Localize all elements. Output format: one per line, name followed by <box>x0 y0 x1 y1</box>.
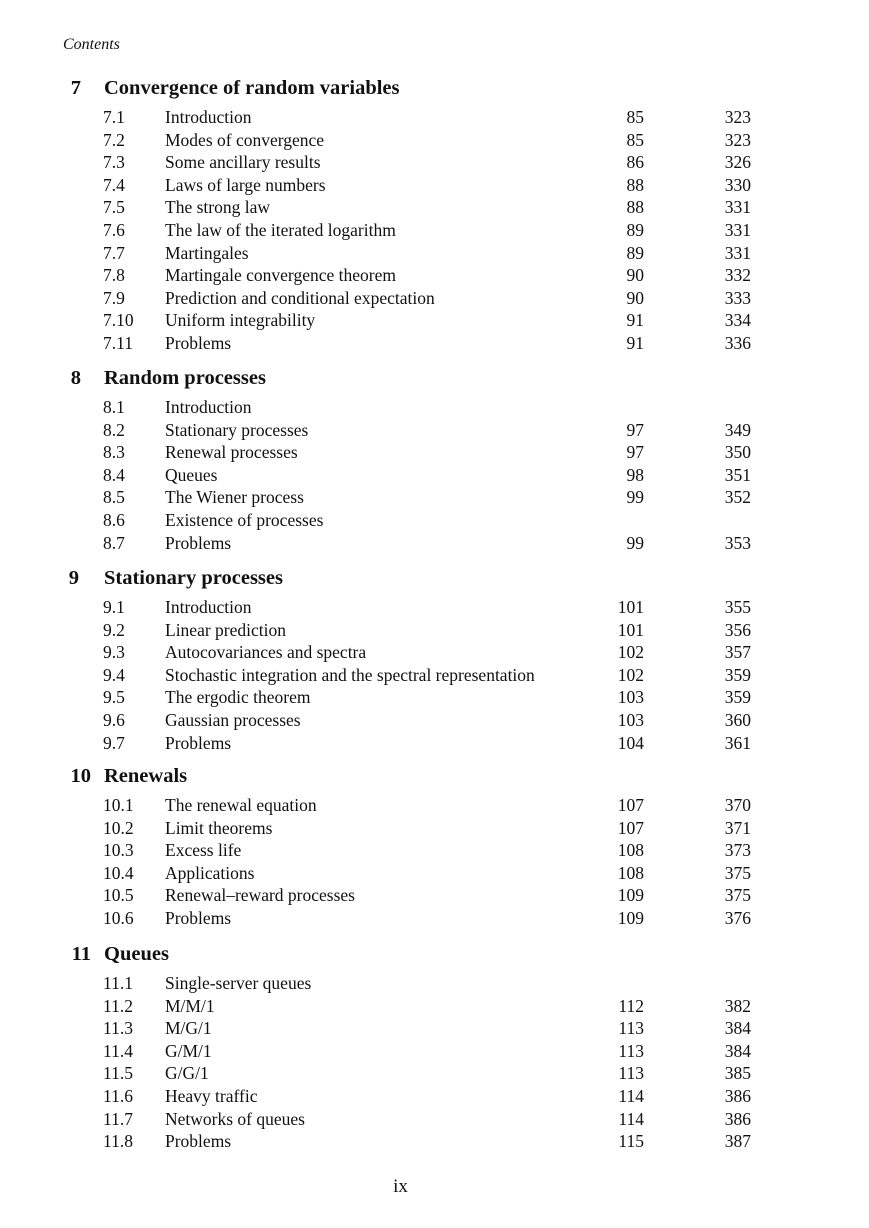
solutions-page: 351 <box>724 464 751 485</box>
problems-page: 103 <box>617 687 644 708</box>
toc-entry <box>0 1086 869 1109</box>
chapter-title: Renewals <box>104 765 188 787</box>
section-title: Stationary processes <box>165 419 309 440</box>
section-title: M/M/1 <box>165 995 215 1016</box>
solutions-page: 323 <box>724 129 751 150</box>
solutions-page: 376 <box>724 907 751 928</box>
chapter-title: Random processes <box>104 367 266 389</box>
solutions-page: 359 <box>724 687 751 708</box>
section-title: Existence of processes <box>165 509 324 530</box>
section-number: 9.2 <box>103 619 125 640</box>
toc-entry <box>0 310 869 333</box>
toc-entry <box>0 1109 869 1132</box>
solutions-page: 386 <box>724 1108 751 1129</box>
section-number: 7.7 <box>103 242 125 263</box>
section-number: 8.6 <box>103 509 125 530</box>
chapter-number: 11 <box>71 943 91 965</box>
toc-entry <box>0 152 869 175</box>
toc-entry <box>0 642 869 665</box>
toc-entry <box>0 840 869 863</box>
chapter-block <box>0 943 869 1154</box>
section-number: 11.3 <box>103 1018 133 1039</box>
section-number: 10.1 <box>103 795 134 815</box>
section-number: 11.8 <box>103 1131 133 1152</box>
problems-page: 112 <box>618 995 644 1016</box>
chapter-number: 8 <box>70 367 81 389</box>
section-title: Introduction <box>165 397 252 417</box>
section-title: The ergodic theorem <box>165 687 311 708</box>
section-title: Problems <box>165 332 232 353</box>
toc-entry <box>0 510 869 533</box>
section-title: Some ancillary results <box>165 152 321 173</box>
toc-entry <box>0 795 869 818</box>
section-title: Problems <box>165 732 232 753</box>
section-title: The strong law <box>165 197 270 218</box>
solutions-page: 361 <box>724 732 751 753</box>
section-number: 9.4 <box>103 664 125 685</box>
problems-page: 107 <box>617 817 644 838</box>
toc-entry <box>0 288 869 311</box>
toc-entry <box>0 265 869 288</box>
problems-page: 90 <box>626 265 644 286</box>
chapter-block <box>0 567 869 755</box>
section-title: The law of the iterated logarithm <box>165 219 396 240</box>
problems-page: 90 <box>626 287 644 308</box>
section-number: 11.7 <box>103 1108 133 1129</box>
solutions-page: 382 <box>724 995 751 1016</box>
toc-entry <box>0 1041 869 1064</box>
running-header: Contents <box>63 36 120 53</box>
solutions-page: 332 <box>724 265 751 286</box>
toc-entry <box>0 863 869 886</box>
solutions-page: 384 <box>724 1040 751 1061</box>
section-title: Stochastic integration and the spectral representation <box>165 664 535 685</box>
toc-entry <box>0 243 869 266</box>
solutions-page: 370 <box>724 795 751 815</box>
problems-page: 101 <box>617 619 644 640</box>
section-number: 11.2 <box>103 995 133 1016</box>
section-title: Prediction and conditional expectation <box>165 287 435 308</box>
chapter-title: Queues <box>104 943 169 965</box>
toc-entry <box>0 487 869 510</box>
chapter-heading <box>0 367 869 397</box>
solutions-page: 330 <box>724 174 751 195</box>
toc-entry <box>0 597 869 620</box>
toc-entry <box>0 908 869 931</box>
section-number: 9.3 <box>103 642 125 663</box>
toc-entry <box>0 665 869 688</box>
section-title: Linear prediction <box>165 619 286 640</box>
toc-entry <box>0 996 869 1019</box>
section-number: 10.6 <box>103 907 134 928</box>
solutions-page: 355 <box>724 597 751 617</box>
toc-entry <box>0 818 869 841</box>
problems-page: 85 <box>626 107 644 127</box>
section-number: 11.6 <box>103 1085 133 1106</box>
section-number: 8.2 <box>103 419 125 440</box>
toc-entry <box>0 442 869 465</box>
toc-entry <box>0 465 869 488</box>
section-number: 11.4 <box>103 1040 133 1061</box>
section-number: 11.5 <box>103 1063 133 1084</box>
toc-entry <box>0 885 869 908</box>
chapter-heading <box>0 943 869 973</box>
section-title: Gaussian processes <box>165 709 301 730</box>
section-number: 9.1 <box>103 597 125 617</box>
problems-page: 98 <box>626 464 644 485</box>
section-number: 7.6 <box>103 219 125 240</box>
solutions-page: 386 <box>724 1085 751 1106</box>
solutions-page: 331 <box>724 242 751 263</box>
problems-page: 104 <box>617 732 644 753</box>
problems-page: 97 <box>626 442 644 463</box>
page-number: ix <box>393 1176 408 1197</box>
solutions-page: 331 <box>724 197 751 218</box>
problems-page: 85 <box>626 129 644 150</box>
solutions-page: 334 <box>724 310 751 331</box>
section-title: Heavy traffic <box>165 1085 258 1106</box>
solutions-page: 352 <box>724 487 751 508</box>
section-number: 7.8 <box>103 265 125 286</box>
problems-page: 108 <box>617 862 644 883</box>
section-title: The Wiener process <box>165 487 304 508</box>
solutions-page: 371 <box>724 817 751 838</box>
chapter-number: 9 <box>68 567 79 589</box>
section-number: 7.11 <box>103 332 133 353</box>
section-number: 8.4 <box>103 464 125 485</box>
solutions-page: 333 <box>724 287 751 308</box>
problems-page: 91 <box>626 310 644 331</box>
solutions-page: 384 <box>724 1018 751 1039</box>
toc-entry <box>0 333 869 356</box>
toc-entry <box>0 710 869 733</box>
section-number: 8.3 <box>103 442 125 463</box>
problems-page: 107 <box>617 795 644 815</box>
problems-page: 109 <box>617 907 644 928</box>
section-title: Martingales <box>165 242 249 263</box>
section-number: 7.10 <box>103 310 134 331</box>
toc-entry <box>0 973 869 996</box>
section-number: 7.5 <box>103 197 125 218</box>
toc-entry <box>0 620 869 643</box>
section-title: Queues <box>165 464 218 485</box>
section-title: Modes of convergence <box>165 129 325 150</box>
chapter-block <box>0 367 869 555</box>
solutions-page: 357 <box>724 642 751 663</box>
toc-entry <box>0 1018 869 1041</box>
problems-page: 109 <box>617 885 644 906</box>
problems-page: 103 <box>617 709 644 730</box>
chapter-number: 10 <box>70 765 91 787</box>
toc-entry <box>0 733 869 756</box>
section-number: 9.5 <box>103 687 125 708</box>
section-title: Networks of queues <box>165 1108 305 1129</box>
chapter-heading <box>0 77 869 107</box>
section-number: 10.3 <box>103 840 134 861</box>
problems-page: 115 <box>618 1131 644 1152</box>
problems-page: 113 <box>618 1040 644 1061</box>
problems-page: 99 <box>626 532 644 553</box>
section-number: 7.4 <box>103 174 125 195</box>
toc-entry <box>0 687 869 710</box>
section-title: Problems <box>165 907 232 928</box>
section-number: 8.1 <box>103 397 125 417</box>
section-number: 7.9 <box>103 287 125 308</box>
solutions-page: 359 <box>724 664 751 685</box>
section-title: G/G/1 <box>165 1063 209 1084</box>
chapter-title: Stationary processes <box>104 567 283 589</box>
problems-page: 102 <box>617 642 644 663</box>
problems-page: 89 <box>626 242 644 263</box>
section-title: Problems <box>165 532 232 553</box>
section-title: Problems <box>165 1131 232 1152</box>
section-title: Introduction <box>165 597 252 617</box>
problems-page: 113 <box>618 1018 644 1039</box>
section-title: Single-server queues <box>165 973 312 993</box>
toc-entry <box>0 175 869 198</box>
problems-page: 114 <box>618 1085 644 1106</box>
solutions-page: 336 <box>724 332 751 353</box>
solutions-page: 326 <box>724 152 751 173</box>
section-number: 10.2 <box>103 817 134 838</box>
section-number: 11.1 <box>103 973 133 993</box>
section-number: 7.2 <box>103 129 125 150</box>
problems-page: 113 <box>618 1063 644 1084</box>
toc-entry <box>0 130 869 153</box>
problems-page: 99 <box>626 487 644 508</box>
solutions-page: 356 <box>724 619 751 640</box>
problems-page: 91 <box>626 332 644 353</box>
toc-entry <box>0 197 869 220</box>
section-number: 8.5 <box>103 487 125 508</box>
section-title: Autocovariances and spectra <box>165 642 367 663</box>
toc-entry <box>0 1131 869 1154</box>
chapter-heading <box>0 765 869 795</box>
section-title: The renewal equation <box>165 795 317 815</box>
section-number: 7.1 <box>103 107 125 127</box>
chapter-number: 7 <box>70 77 81 99</box>
section-title: Excess life <box>165 840 242 861</box>
problems-page: 97 <box>626 419 644 440</box>
section-number: 10.4 <box>103 862 134 883</box>
solutions-page: 331 <box>724 219 751 240</box>
solutions-page: 375 <box>724 862 751 883</box>
solutions-page: 360 <box>724 709 751 730</box>
solutions-page: 373 <box>724 840 751 861</box>
problems-page: 86 <box>626 152 644 173</box>
problems-page: 114 <box>618 1108 644 1129</box>
problems-page: 88 <box>626 174 644 195</box>
solutions-page: 323 <box>724 107 751 127</box>
section-title: M/G/1 <box>165 1018 212 1039</box>
section-number: 9.7 <box>103 732 125 753</box>
section-title: Limit theorems <box>165 817 273 838</box>
section-title: Martingale convergence theorem <box>165 265 396 286</box>
chapter-heading <box>0 567 869 597</box>
solutions-page: 349 <box>724 419 751 440</box>
section-title: Applications <box>165 862 255 883</box>
solutions-page: 385 <box>724 1063 751 1084</box>
toc-entry <box>0 420 869 443</box>
solutions-page: 353 <box>724 532 751 553</box>
solutions-page: 387 <box>724 1131 751 1152</box>
toc-entry <box>0 1063 869 1086</box>
section-title: Uniform integrability <box>165 310 316 331</box>
toc-entry <box>0 533 869 556</box>
section-number: 7.3 <box>103 152 125 173</box>
chapter-block <box>0 765 869 931</box>
problems-page: 89 <box>626 219 644 240</box>
section-title: Introduction <box>165 107 252 127</box>
section-title: Renewal processes <box>165 442 298 463</box>
problems-page: 101 <box>617 597 644 617</box>
section-number: 10.5 <box>103 885 134 906</box>
toc-entry <box>0 220 869 243</box>
section-number: 8.7 <box>103 532 125 553</box>
section-title: Renewal–reward processes <box>165 885 355 906</box>
chapter-block <box>0 77 869 356</box>
problems-page: 108 <box>617 840 644 861</box>
toc-entry <box>0 397 869 420</box>
solutions-page: 375 <box>724 885 751 906</box>
problems-page: 102 <box>617 664 644 685</box>
section-number: 9.6 <box>103 709 125 730</box>
solutions-page: 350 <box>724 442 751 463</box>
chapter-title: Convergence of random variables <box>104 77 400 99</box>
problems-page: 88 <box>626 197 644 218</box>
section-title: Laws of large numbers <box>165 174 326 195</box>
section-title: G/M/1 <box>165 1040 212 1061</box>
toc-entry <box>0 107 869 130</box>
